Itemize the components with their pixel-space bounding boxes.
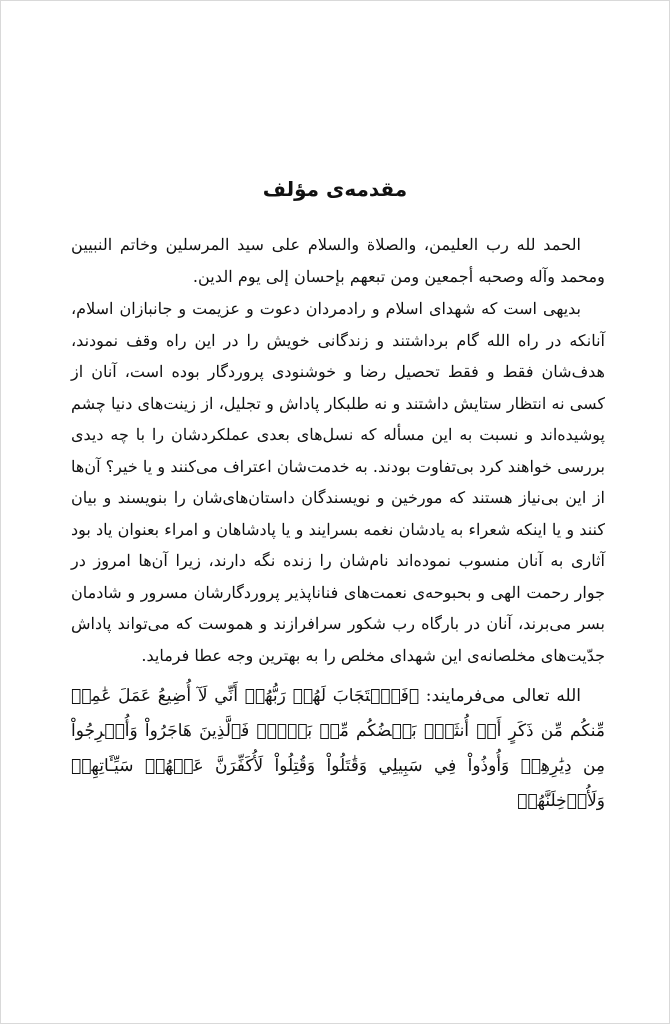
arabic-praise-paragraph: الحمد لله رب العلیمن، والصلاة والسلام علی سید المرسلین وخاتم النبیین ومحمد وآله وصحبه أجمعین ومن تبعهم بإحسان إلی یوم الدین. xyxy=(71,235,605,286)
page-title: مقدمه‌ی مؤلف xyxy=(262,177,408,201)
text-body xyxy=(71,229,605,819)
main-paragraph: بدیهی است که شهدای اسلام و رادمردان دعوت و عزیمت و جانبازان اسلام، آنانکه در راه الله گام برداشتند و زندگانی خویش را در این راه وقف نمودند، هدف‌شان فقط و فقط تحصیل رضا و خوشنودی پروردگار بوده است، آنان از کسی نه انتظار ستایش داشتند و نه طلبکار پاداش و تجلیل، از زینت‌های دنیا چشم پوشیده‌اند و نسبت به این مسأله که نسل‌های بعدی عملکردشان را با چه دیدی بررسی خواهند کرد بی‌تفاوت بودند. به خدمت‌شان اعتراف می‌کنند و یا خیر؟ آن‌ها از این بی‌نیاز هستند که مورخین و نویسندگان داستان‌های‌شان را بنویسند و بیان کنند و یا اینکه شعراء به یادشان نغمه بسرایند و یا پادشاهان و امراء بعنوان یاد بود آثاری به آنان منسوب نموده‌اند نام‌شان را زنده نگه دارند، زیرا آن‌ها امروز در جوار رحمت الهی و بحبوحه‌ی نعمت‌های فناناپذیر پروردگارشان مسرور و شادمان بسر می‌برند، آنان در بارگاه رب شکور سرافرازند و هموست که می‌تواند پاداش جدّیت‌های مخلصانه‌ی این شهدای مخلص را به بهترین وجه عطا فرماید. xyxy=(71,299,605,665)
quran-verse: ﴿فَٱسۡتَجَابَ لَهُمۡ رَبُّهُمۡ أَنِّي لَآ أُضِيعُ عَمَلَ عَٰمِلٖ مِّنكُم مِّن ذَكَرٍ أَوۡ أُنثَىٰۖ بَعۡضُكُم مِّنۢ بَعۡضٖۖ فَٱلَّذِينَ هَاجَرُواْ وَأُخۡرِجُواْ مِن دِيَٰرِهِمۡ وَأُوذُواْ فِي سَبِيلِي وَقَٰتَلُواْ وَقُتِلُواْ لَأُكَفِّرَنَّ عَنۡهُمۡ سَيِّـَٔاتِهِمۡ وَلَأُدۡخِلَنَّهُمۡ xyxy=(71,686,605,811)
quran-paragraph xyxy=(71,679,605,819)
quran-intro: الله تعالی می‌فرمایند: xyxy=(419,686,581,706)
